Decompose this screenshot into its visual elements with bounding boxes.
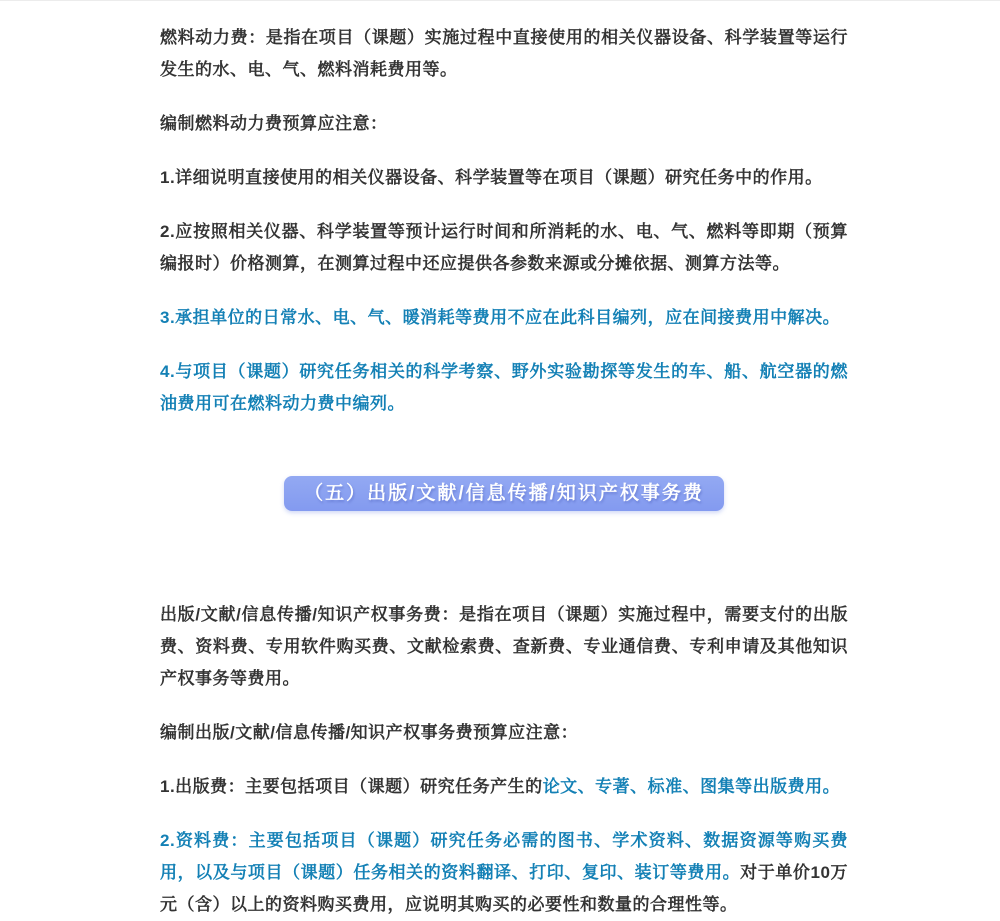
- publication-item-2-highlight: 2.资料费：主要包括项目（课题）研究任务必需的图书、学术资料、数据资源等购买费用，以及与项目（课题）任务相关的资料翻译、打印、复印、装订等费用。: [160, 831, 848, 882]
- publication-item-1-highlight: 论文、专著、标准、图集等出版费用。: [542, 777, 841, 796]
- fuel-power-item-1: 1.详细说明直接使用的相关仪器设备、科学装置等在项目（课题）研究任务中的作用。: [160, 168, 823, 187]
- fuel-power-note-heading: 编制燃料动力费预算应注意：: [160, 114, 388, 133]
- section-banner-container: [160, 476, 848, 511]
- publication-note-heading: 编制出版/文献/信息传播/知识产权事务费预算应注意：: [160, 723, 579, 742]
- publication-item-2: [160, 825, 848, 921]
- fuel-power-item-3: 3.承担单位的日常水、电、气、暖消耗等费用不应在此科目编列，应在间接费用中解决。: [160, 308, 841, 327]
- fuel-power-item-4: 4.与项目（课题）研究任务相关的科学考察、野外实验勘探等发生的车、船、航空器的燃油费用可在燃料动力费中编列。: [160, 362, 848, 413]
- publication-item-1: [160, 771, 848, 803]
- publication-item-1-lead: 1.出版费：主要包括项目（课题）研究任务产生的: [160, 777, 543, 796]
- publication-item-2-tail: 对于单价10万元（含）以上的资料购买费用，应说明其购买的必要性和数量的合理性等。: [160, 863, 848, 914]
- publication-definition: 出版/文献/信息传播/知识产权事务费：是指在项目（课题）实施过程中，需要支付的出版费、资料费、专用软件购买费、文献检索费、查新费、专业通信费、专利申请及其他知识产权事务等费用。: [160, 605, 848, 688]
- fuel-power-item-2: 2.应按照相关仪器、科学装置等预计运行时间和所消耗的水、电、气、燃料等即期（预算编报时）价格测算，在测算过程中还应提供各参数来源或分摊依据、测算方法等。: [160, 222, 848, 273]
- section-banner-publication-fees: （五）出版/文献/信息传播/知识产权事务费: [284, 476, 724, 511]
- fuel-power-definition: 燃料动力费：是指在项目（课题）实施过程中直接使用的相关仪器设备、科学装置等运行发生的水、电、气、燃料消耗费用等。: [160, 28, 848, 79]
- article-body: [0, 1, 1000, 921]
